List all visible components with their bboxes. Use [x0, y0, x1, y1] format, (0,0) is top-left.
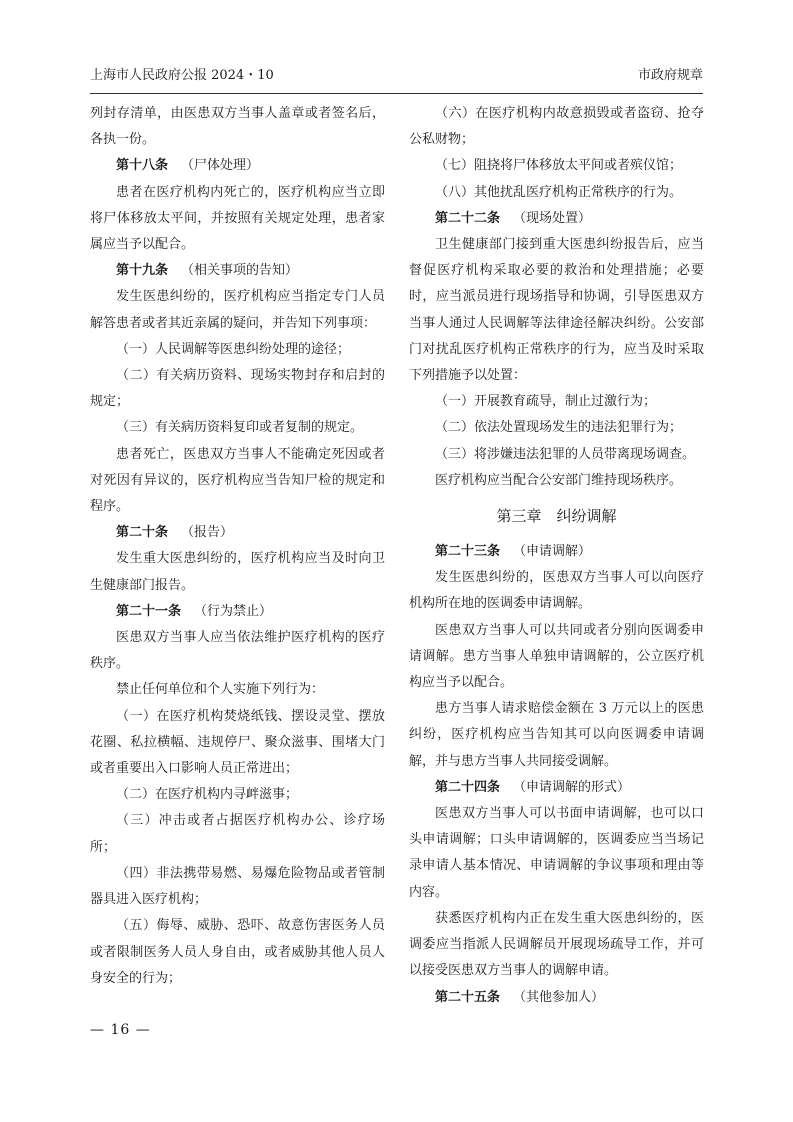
article-title: （其他参加人）	[513, 989, 605, 1005]
paragraph: （八）其他扰乱医疗机构正常秩序的行为。	[435, 184, 683, 200]
paragraph: 禁止任何单位和个人实施下列行为：	[116, 682, 325, 698]
paragraph: 医疗机构应当配合公安部门维持现场秩序。	[435, 472, 683, 488]
paragraph: （二）在医疗机构内寻衅滋事；	[116, 787, 299, 803]
paragraph: 发生重大医患纠纷的，医疗机构应当及时向卫生健康部门报告。	[90, 551, 385, 593]
article-number: 第二十四条	[435, 779, 501, 795]
paragraph: （四）非法携带易燃、易爆危险物品或者管制器具进入医疗机构；	[90, 865, 385, 908]
paragraph: 卫生健康部门接到重大医患纠纷报告后，应当督促医疗机构采取必要的救治和处理措施；必要时，应当派员进行现场指导和协调，引导医患双方当事人通过人民调解等法律途径解决纠纷。公安部门对扰乱医疗机构正常秩序的行为，应当及时采取下列措施予以处置：	[409, 237, 704, 384]
article-title: （尸体处理）	[181, 158, 260, 174]
article-heading	[90, 258, 385, 284]
paragraph: （三）将涉嫌违法犯罪的人员带离现场调查。	[435, 446, 696, 462]
article-title: （现场处置）	[513, 210, 592, 226]
article-title: （报告）	[181, 525, 234, 541]
article-title: （申请调解）	[513, 544, 592, 560]
paragraph: 发生医患纠纷的，医疗机构应当指定专门人员解答患者或者其近亲属的疑问，并告知下列事项：	[90, 289, 385, 331]
article-heading	[90, 520, 385, 546]
paragraph: 医患双方当事人可以共同或者分别向医调委申请调解。患方当事人单独申请调解的，公立医疗机构应当予以配合。	[409, 622, 704, 691]
article-number: 第二十二条	[435, 210, 501, 226]
left-column	[90, 101, 385, 992]
paragraph: （三）有关病历资料复印或者复制的规定。	[116, 420, 364, 436]
paragraph: （一）人民调解等医患纠纷处理的途径；	[116, 341, 351, 357]
article-heading	[409, 775, 704, 801]
paragraph: 患方当事人请求赔偿金额在 3 万元以上的医患纠纷，医疗机构应当告知其可以向医调委申请调解，并与患方当事人共同接受调解。	[409, 701, 704, 769]
article-heading	[90, 599, 385, 625]
paragraph: 患者死亡，医患双方当事人不能确定死因或者对死因有异议的，医疗机构应当告知尸检的规定和程序。	[90, 446, 385, 515]
publication-title: 上海市人民政府公报 2024・10	[90, 68, 274, 83]
paragraph: （五）侮辱、威胁、恐吓、故意伤害医务人员或者限制医务人员人身自由，或者威胁其他人员人身安全的行为；	[90, 918, 385, 986]
paragraph: 患者在医疗机构内死亡的，医疗机构应当立即将尸体移放太平间，并按照有关规定处理，患者家属应当予以配合。	[90, 184, 385, 253]
paragraph: （七）阻挠将尸体移放太平间或者殡仪馆；	[435, 158, 683, 174]
article-heading	[409, 985, 704, 1011]
paragraph: 医患双方当事人应当依法维护医疗机构的医疗秩序。	[90, 630, 385, 672]
article-number: 第二十一条	[116, 603, 182, 619]
article-heading	[409, 539, 704, 565]
page-header	[90, 66, 703, 90]
article-title: （行为禁止）	[194, 603, 273, 619]
header-divider	[90, 93, 703, 94]
right-column	[409, 101, 704, 1011]
article-heading	[90, 153, 385, 179]
paragraph-continuation: 列封存清单，由医患双方当事人盖章或者签名后，各执一份。	[90, 106, 385, 148]
article-number: 第十八条	[116, 158, 169, 174]
article-number: 第二十五条	[435, 989, 501, 1005]
paragraph: （三）冲击或者占据医疗机构办公、诊疗场所；	[90, 813, 385, 855]
paragraph: 获悉医疗机构内正在发生重大医患纠纷的，医调委应当指派人民调解员开展现场疏导工作，并可以接受医患双方当事人的调解申请。	[409, 910, 704, 979]
chapter-heading: 第三章 纠纷调解	[496, 507, 617, 526]
article-number: 第二十条	[116, 525, 169, 541]
paragraph: （二）有关病历资料、现场实物封存和启封的规定；	[90, 368, 385, 410]
article-number: 第十九条	[116, 263, 169, 279]
paragraph: （六）在医疗机构内故意损毁或者盗窃、抢夺公私财物；	[409, 106, 704, 148]
article-heading	[409, 206, 704, 232]
article-number: 第二十三条	[435, 544, 501, 560]
paragraph: （一）在医疗机构焚烧纸钱、摆设灵堂、摆放花圈、私拉横幅、违规停尸、聚众滋事、围堵大门或者重要出入口影响人员正常进出；	[90, 708, 385, 777]
page-number: — 16 —	[90, 1022, 151, 1038]
paragraph: （一）开展教育疏导，制止过激行为；	[435, 394, 657, 410]
article-title: （相关事项的告知）	[181, 263, 299, 279]
paragraph: 发生医患纠纷的，医患双方当事人可以向医疗机构所在地的医调委申请调解。	[409, 570, 704, 612]
article-title: （申请调解的形式）	[513, 779, 631, 795]
paragraph: （二）依法处置现场发生的违法犯罪行为；	[435, 420, 683, 436]
paragraph: 医患双方当事人可以书面申请调解，也可以口头申请调解；口头申请调解的，医调委应当当场记录申请人基本情况、申请调解的争议事项和理由等内容。	[409, 806, 704, 900]
section-title: 市政府规章	[637, 68, 703, 83]
